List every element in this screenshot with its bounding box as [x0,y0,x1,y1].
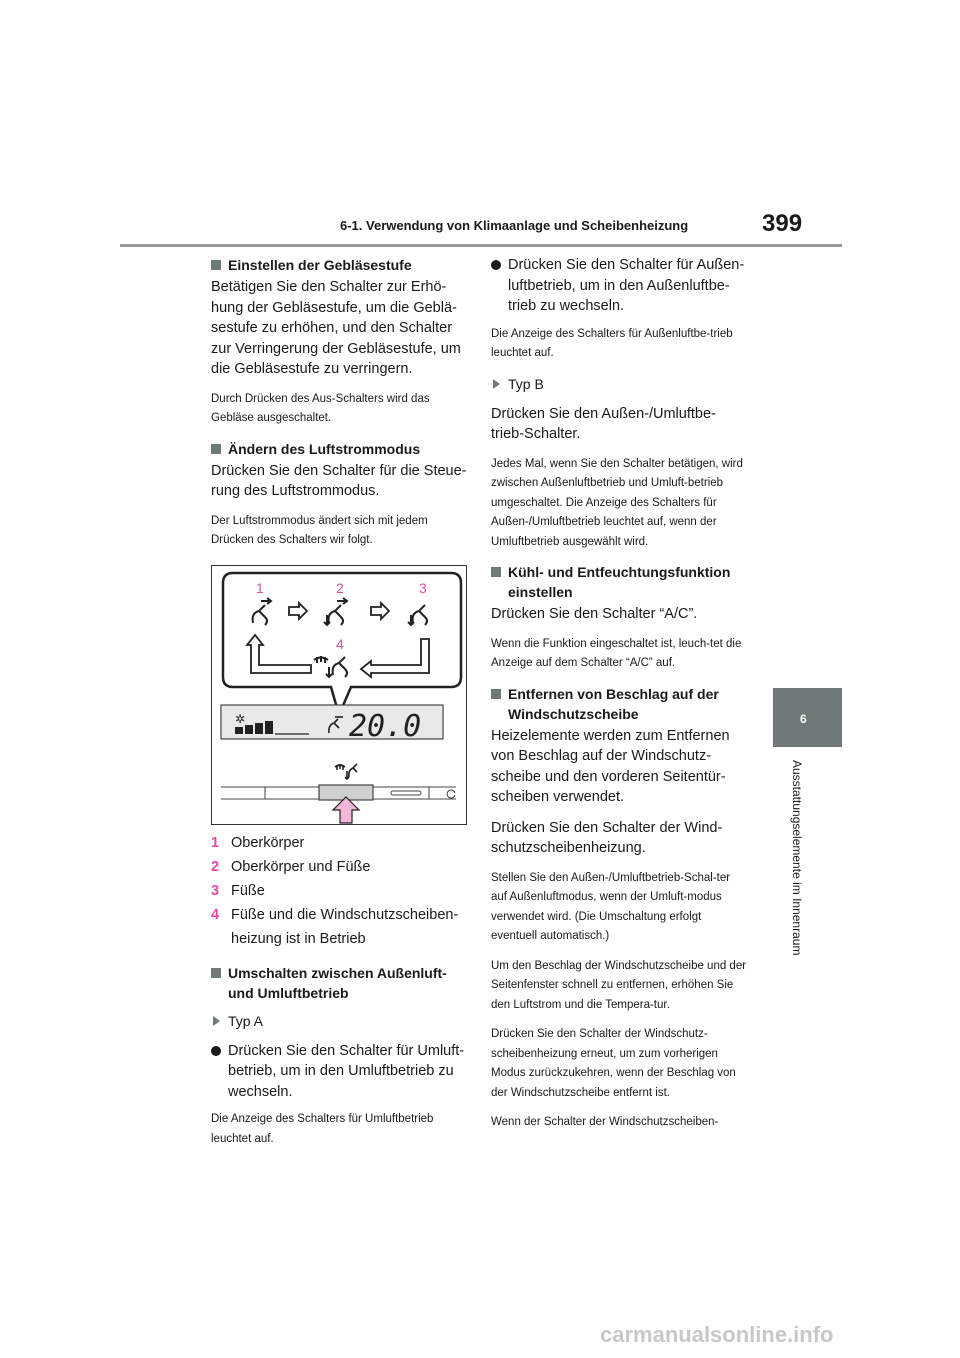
section-heading-recirculation: Umschalten zwischen Außenluft- und Umluftbetrieb [211,963,467,1003]
mode-label-4: 4 [336,635,344,652]
defrost-note-2: Um den Beschlag der Windschutzscheibe und der Seitenfenster schnell zu entfernen, erhöhen Sie den Luftstrom und die Tempera-tur. [491,959,747,1011]
defrost-note-4: Wenn der Schalter der Windschutzscheiben- [491,1116,719,1128]
type-b-note: Jedes Mal, wenn Sie den Schalter betätigen, wird zwischen Außenluftbetrieb und Umluft-betrieb umgeschaltet. Die Anzeige des Schalters für Außen-/Umluftbetrieb leuchtet auf, wenn der Umluftbetrieb ausgewählt wird. [491,457,743,548]
blower-note: Durch Drücken des Aus-Schalters wird das Gebläse ausgeschaltet. [211,392,430,424]
figure-legend [211,831,467,951]
press-arrow-icon [333,797,359,823]
ac-note: Wenn die Funktion eingeschaltet ist, leuch-tet die Anzeige auf dem Schalter “A/C” auf. [491,637,742,669]
airflow-body: Drücken Sie den Schalter für die Steue-rung des Luftstrommodus. [211,462,467,499]
defrost-body-1: Heizelemente werden zum Entfernen von Beschlag auf der Windschutz-scheibe und den vorderen Seitentür-scheiben verwendet. [491,727,730,805]
triangle-icon [213,1016,220,1026]
airflow-note: Der Luftstrommodus ändert sich mit jedem Drücken des Schalters wir folgt. [211,514,428,546]
watermark: carmanualsonline.info [600,1322,834,1347]
type-b-label: Typ B [491,374,747,394]
left-column [211,255,467,1159]
header-rule [120,244,842,247]
ac-body: Drücken Sie den Schalter “A/C”. [491,606,698,622]
bullet-dot-icon [211,1046,221,1056]
fresh-air-note: Die Anzeige des Schalters für Außenluftbe-trieb leuchtet auf. [491,327,733,359]
recirculation-bullet: Drücken Sie den Schalter für Umluft-betrieb, um in den Umluftbetrieb zu wechseln. [211,1041,467,1103]
defrost-note-3: Drücken Sie den Schalter der Windschutz-scheibenheizung erneut, um zum vorherigen Modus zurückzukehren, wenn der Beschlag von der Windschutzscheibe entfernt ist. [491,1028,736,1099]
airflow-mode-diagram [211,565,467,825]
section-heading-blower: Einstellen der Gebläsestufe [211,255,467,275]
blower-body: Betätigen Sie den Schalter zur Erhö-hung der Gebläsestufe, um die Geblä-sestufe zu erhöhen, und den Schalter zur Verringerung der Gebläsestufe, um die Gebläsestufe zu verringern. [211,279,461,377]
page-number: 399 [762,210,803,237]
section-heading-airflow: Ändern des Luftstrommodus [211,439,467,459]
mode-label-3: 3 [419,579,427,596]
type-a-label: Typ A [211,1011,467,1031]
recirculation-note: Die Anzeige des Schalters für Umluftbetrieb leuchtet auf. [211,1113,434,1145]
bullet-dot-icon [491,260,501,270]
chapter-tab [773,688,842,747]
defrost-note-1: Stellen Sie den Außen-/Umluftbetrieb-Schal-ter auf Außenluftmodus, wenn der Umluft-modus verwendet wird. (Die Umschaltung erfolgt eventuell automatisch.) [491,871,731,942]
legend-item: 2 Oberkörper und Füße [211,858,371,875]
button-indicator-icon [447,790,455,798]
legend-item: 1 Oberkörper [211,834,305,851]
section-square-icon [491,689,501,699]
chapter-number: 6 [800,712,807,726]
fresh-air-bullet: Drücken Sie den Schalter für Außen-luftbetrieb, um in den Außenluftbe-trieb zu wechseln. [491,255,747,317]
legend-item-continued: heizung ist in Betrieb [231,930,366,947]
mode-label-2: 2 [336,579,344,596]
chapter-title: Ausstattungselemente im Innenraum [790,760,804,956]
type-b-body: Drücken Sie den Außen-/Umluftbe-trieb-Schalter. [491,405,716,442]
legend-item: 3 Füße [211,882,265,899]
section-heading-ac: Kühl- und Entfeuchtungsfunktion einstellen [491,562,747,602]
section-square-icon [491,567,501,577]
section-square-icon [211,260,221,270]
right-column [491,255,747,1143]
section-square-icon [211,968,221,978]
button-indicator-icon [391,791,421,795]
mode-label-1: 1 [256,579,264,596]
triangle-icon [493,379,500,389]
section-heading-defrost: Entfernen von Beschlag auf der Windschutzscheibe [491,684,747,724]
fan-icon: ✲ [235,711,246,726]
airflow-mode-figure [211,565,467,825]
chapter-title-vertical [790,760,804,990]
section-square-icon [211,444,221,454]
defrost-body-2: Drücken Sie den Schalter der Wind-schutzscheibenheizung. [491,819,723,856]
header-title: 6-1. Verwendung von Klimaanlage und Scheibenheizung [340,218,689,233]
defrost-switch-icon [335,764,357,779]
legend-item: 4 Füße und die Windschutzscheiben- [211,906,459,923]
temperature-display: 20.0 [349,708,422,744]
